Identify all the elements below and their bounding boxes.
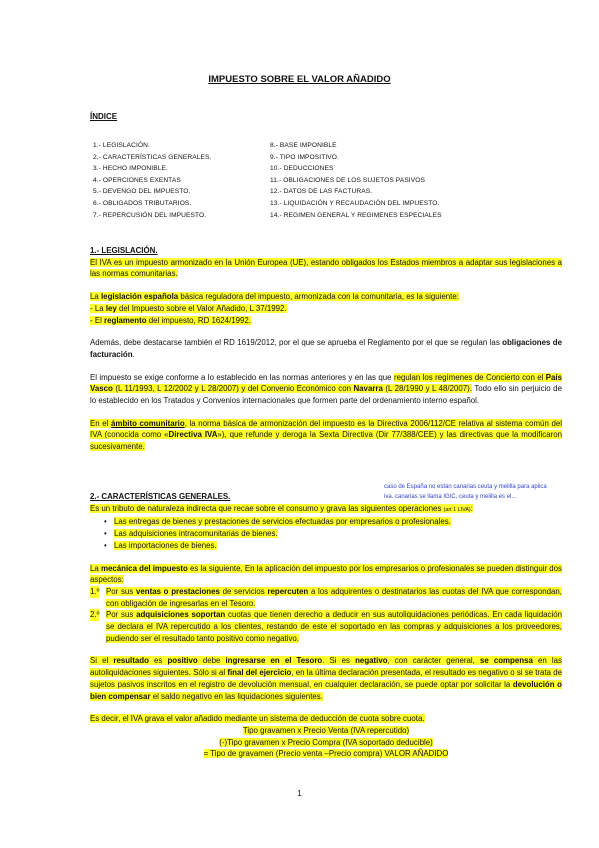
paragraph: Si el resultado es positivo debe ingresarse en el Tesoro. Si es negativo, con carácter general, se compensa en las autoliquidaciones siguientes. Sólo si al final del ejercicio, en la última declaración presentada, el resultado es negativo o si se trata de sujetos pasivos inscritos en el registro de devolución mensual, en cualquier declaración, se puede optar por solicitar la devolución o bien compensar el saldo negativo en las liquidaciones siguientes.	[90, 656, 562, 701]
comment-line: caso de España no están canarias ceuta y melilla para aplica	[384, 484, 547, 490]
paragraph: Además, debe destacarse también el RD 1619/2012, por el que se aprueba el Reglamento por el que se regulan las obligaciones de facturación.	[90, 338, 562, 359]
toc-item: 5.- DEVENGO DEL IMPUESTO.	[93, 188, 191, 196]
toc-item: 4.- OPERCIONES EXENTAS	[93, 176, 181, 184]
list-item: - El reglamento del impuesto, RD 1624/1992.	[90, 315, 252, 325]
index-heading: ÍNDICE	[90, 112, 118, 121]
highlighted-text: El IVA es un impuesto armonizado en la Unión Europea (UE), estando obligados los Estados miembros a adaptar sus legislaciones a las normas comunitarias.	[90, 257, 562, 279]
section-caracteristicas	[90, 491, 562, 760]
toc-item: 9.- TIPO IMPOSITIVO.	[270, 153, 339, 161]
toc-item: 8.- BASE IMPONIBLE	[270, 142, 337, 149]
bullet-item: • Las importaciones de bienes.	[90, 540, 562, 552]
section-heading: 2.- CARACTERÍSTICAS GENERALES.	[90, 492, 231, 501]
list-item: - La ley del Impuesto sobre el Valor Añadido, L 37/1992.	[90, 303, 287, 313]
paragraph: Es decir, el IVA grava el valor añadido mediante un sistema de deducción de cuota sobre cuota.	[90, 714, 425, 724]
bullet-item: • Las entregas de bienes y prestaciones de servicios efectuadas por empresarios o profesionales.	[90, 516, 562, 528]
paragraph: En el ámbito comunitario, la norma básica de armonización del impuesto es la Directiva 2006/112/CE relativa al sistema común del IVA (conocida como «Directiva IVA»), que refunde y deroga la Sexta Directiva (Dir 77/388/CEE) y las directivas que la modificaron sucesivamente.	[90, 418, 562, 452]
formula-line: (-)Tipo gravamen x Precio Compra (IVA soportado deducible)	[219, 737, 433, 747]
page-number: 1	[297, 789, 302, 798]
toc-right-column	[270, 140, 442, 221]
toc-item: 14.- REGIMEN GENERAL Y REGIMENES ESPECIALES	[270, 211, 442, 219]
formula-line: Tipo gravamen x Precio Venta (IVA repercutido)	[242, 725, 410, 735]
numbered-item: 2.º Por sus adquisiciones soportan cuotas que tienen derecho a deducir en sus autoliquidaciones periódicas. En cada liquidación se declara el IVA repercutido a los clientes, restando de este el soportado en las compras y adquisiciones a los proveedores, pudiendo ser el resultado tanto positivo como negativo.	[90, 610, 562, 643]
toc-item: 2.- CARACTERÍSTICAS GENERALES.	[93, 153, 212, 161]
section-legislacion	[90, 245, 562, 453]
paragraph: La legislación española básica reguladora del impuesto, armonizada con la comunitaria, es la siguiente:	[90, 292, 459, 302]
paragraph: El impuesto se exige conforme a lo establecido en las normas anteriores y en las que regulan los regímenes de Concierto con el País Vasco (L 11/1993, L 12/2002 y L 28/2007) y del Convenio Económico con Navarra (L 28/1990 y L 48/2007). Todo ello sin perjuicio de lo establecido en los Tratados y Convenios internacionales que formen parte del ordenamiento interno español.	[90, 372, 562, 406]
toc-item: 10.- DEDUCCIONES	[270, 165, 334, 173]
toc-item: 11.- OBLIGACIONES DE LOS SUJETOS PASIVOS	[270, 176, 425, 184]
toc-item: 7.- REPERCUSIÓN DEL IMPUESTO.	[93, 211, 207, 219]
bullet-item: • Las adquisiciones intracomunitarias de bienes.	[90, 528, 562, 540]
toc-item: 13.- LIQUIDACIÓN Y RECAUDACIÓN DEL IMPUESTO.	[270, 199, 440, 207]
toc-item: 6.- OBLIGADOS TRIBUTARIOS.	[93, 199, 192, 207]
toc-item: 3.- HECHO IMPONIBLE.	[93, 165, 168, 173]
toc-left-column	[93, 140, 211, 221]
toc-item: 1.- LEGISLACIÓN.	[93, 142, 150, 149]
paragraph: Es un tributo de naturaleza indirecta que recae sobre el consumo y grava las siguientes operaciones (art 1 LIVA):	[90, 503, 473, 513]
paragraph	[90, 257, 562, 280]
document-title: IMPUESTO SOBRE EL VALOR AÑADIDO	[208, 74, 391, 85]
paragraph: La mecánica del impuesto es la siguiente. En la aplicación del impuesto por los empresarios o profesionales se pueden distinguir dos aspectos:	[90, 563, 562, 585]
numbered-item: 1.º Por sus ventas o prestaciones de servicios repercuten a los adquirentes o destinatarios las cuotas del IVA que correspondan, con obligación de ingresarlas en el Tesoro.	[90, 586, 562, 608]
section-heading: 1.- LEGISLACIÓN.	[90, 246, 158, 255]
comment-line: iva. canarias se llama IGIC, ceuta y melilla es el...	[384, 493, 517, 500]
formula-line: = Tipo de gravamen (Precio venta –Precio compra) VALOR AÑADIDO	[203, 749, 449, 759]
toc-item: 12.- DATOS DE LAS FACTURAS.	[270, 188, 373, 196]
